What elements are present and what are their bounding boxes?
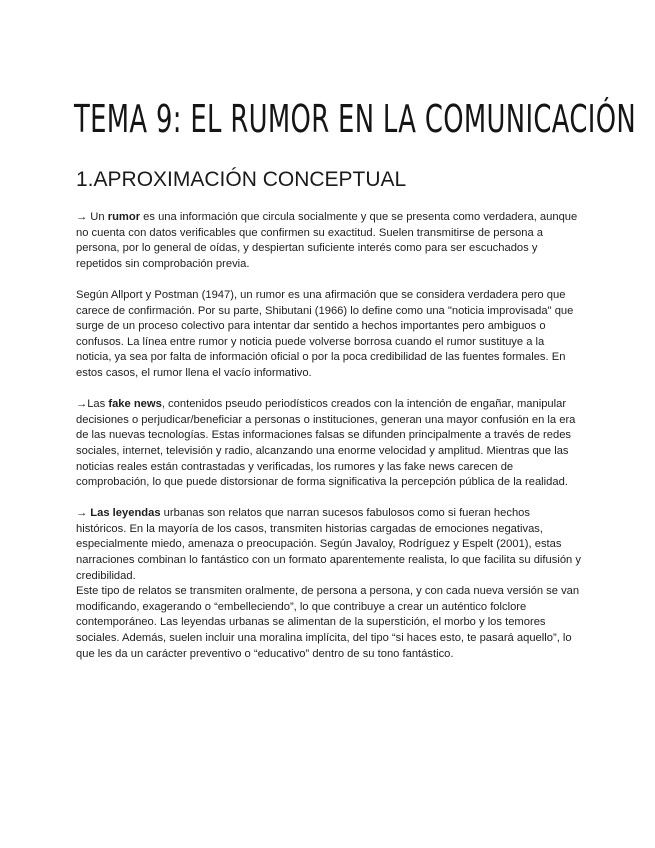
bold-term-leyendas: Las leyendas (90, 507, 161, 520)
section-heading: 1.APROXIMACIÓN CONCEPTUAL (76, 168, 407, 191)
paragraph-text: , contenidos pseudo periodísticos creados con la intención de engañar, manipular decisiones o perjudicar/beneficiar a personas o instituciones, generan una mayor confusión en la era de las nuevas tecnologías. Estas informaciones falsas se difunden principalmente a través de redes sociales, internet, televisión y radio, alcanzando una enorme velocidad y amplitud. Mientras que las noticias reales están contrastadas y verificadas, los rumores y las fake news carecen de comprobación, lo que puede distorsionar de forma significativa la percepción pública de la realidad. (76, 398, 576, 489)
paragraph-lead-text: → Un (76, 211, 108, 223)
paragraph-gap (76, 272, 581, 288)
bold-term-rumor: rumor (107, 211, 141, 223)
paragraph-gap (76, 382, 581, 398)
page-title: TEMA 9: EL RUMOR EN LA COMUNICACIÓN (74, 97, 637, 141)
paragraph-text: urbanas son relatos que narran sucesos fabulosos como si fueran hechos históricos. En la mayoría de los casos, transmiten historias cargadas de emociones negativas, especialmente miedo, amenaza o preocupación. Según Javaloy, Rodríguez y Espelt (2001), estas narraciones combinan lo fantástico con un formato aparentemente realista, lo que facilita su difusión y credibilidad. (76, 507, 581, 582)
paragraph-rumor-definition (76, 210, 581, 272)
document-body (76, 210, 581, 662)
paragraph-text: es una información que circula socialmente y que se presenta como verdadera, aunque no cuenta con datos verificables que confirmen su exactitud. Suelen transmitirse de persona a persona, por lo general de oídas, y despiertan suficiente interés como para ser escuchados y repetidos sin comprobación previa. (76, 211, 578, 270)
paragraph-lead-text: → (76, 507, 91, 520)
paragraph-fake-news (76, 397, 581, 491)
paragraph-urban-legends (76, 506, 581, 584)
paragraph-gap (76, 491, 581, 507)
paragraph-lead-text: →Las (76, 398, 109, 411)
bold-term-fake-news: fake news (108, 398, 162, 411)
paragraph-legend-transmission: Este tipo de relatos se transmiten oralmente, de persona a persona, y con cada nueva versión se van modificando, exagerando o “embelleciendo”, lo que contribuye a crear un auténtico folclore contemporáneo. Las leyendas urbanas se alimentan de la superstición, el morbo y los temores sociales. Además, suelen incluir una moralina implícita, del tipo “si haces esto, te pasará aquello”, lo que les da un carácter preventivo o “educativo” dentro de su tono fantástico. (76, 585, 580, 660)
paragraph-allport-postman: Según Allport y Postman (1947), un rumor es una afirmación que se considera verdadera pero que carece de confirmación. Por su parte, Shibutani (1966) lo define como una "noticia improvisada" que surge de un proceso colectivo para intentar dar sentido a hechos importantes pero ambiguos o confusos. La línea entre rumor y noticia puede volverse borrosa cuando el rumor sustituye a la noticia, ya sea por falta de información oficial o por la poca credibilidad de las fuentes formales. En estos casos, el rumor llena el vacío informativo. (76, 288, 574, 379)
